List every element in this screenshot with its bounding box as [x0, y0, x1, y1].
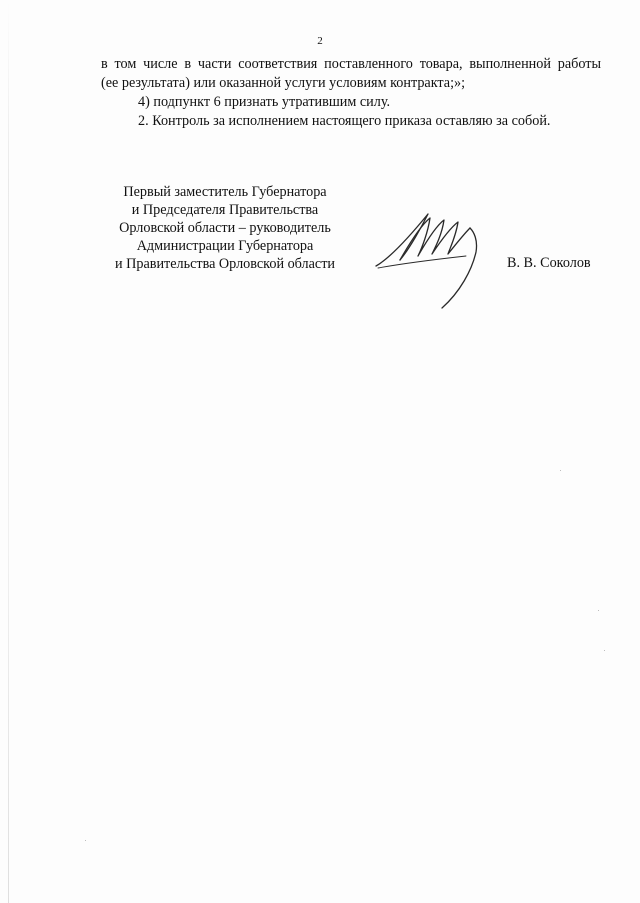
- scan-edge: [8, 0, 9, 903]
- signer-title-line: Первый заместитель Губернатора: [123, 184, 327, 200]
- scan-speck: [598, 610, 599, 611]
- scan-speck: [85, 840, 86, 841]
- signer-title-block: [98, 183, 352, 273]
- scan-speck: [604, 650, 605, 651]
- signature-stroke: [400, 218, 470, 260]
- paragraph-line: в том числе в части соответствия поставленного товара, выполненной работы: [101, 56, 601, 72]
- signature-stroke: [376, 214, 428, 266]
- signer-title-line: Администрации Губернатора: [136, 238, 314, 254]
- handwritten-signature: [370, 196, 500, 316]
- body-text: [101, 55, 601, 131]
- signer-title-line: и Председателя Правительства: [131, 202, 319, 218]
- paragraph-line: (ее результата) или оказанной услуги условиям контракта;»;: [101, 75, 466, 91]
- signer-name: В. В. Соколов: [507, 255, 591, 271]
- paragraph-line: 2. Контроль за исполнением настоящего приказа оставляю за собой.: [138, 113, 551, 129]
- page-number: 2: [317, 35, 323, 47]
- signer-title-line: Орловской области – руководитель: [119, 220, 331, 236]
- signature-stroke: [378, 256, 466, 268]
- scan-speck: [560, 470, 561, 471]
- signer-title-line: и Правительства Орловской области: [114, 256, 336, 272]
- paragraph-line: 4) подпункт 6 признать утратившим силу.: [138, 94, 391, 110]
